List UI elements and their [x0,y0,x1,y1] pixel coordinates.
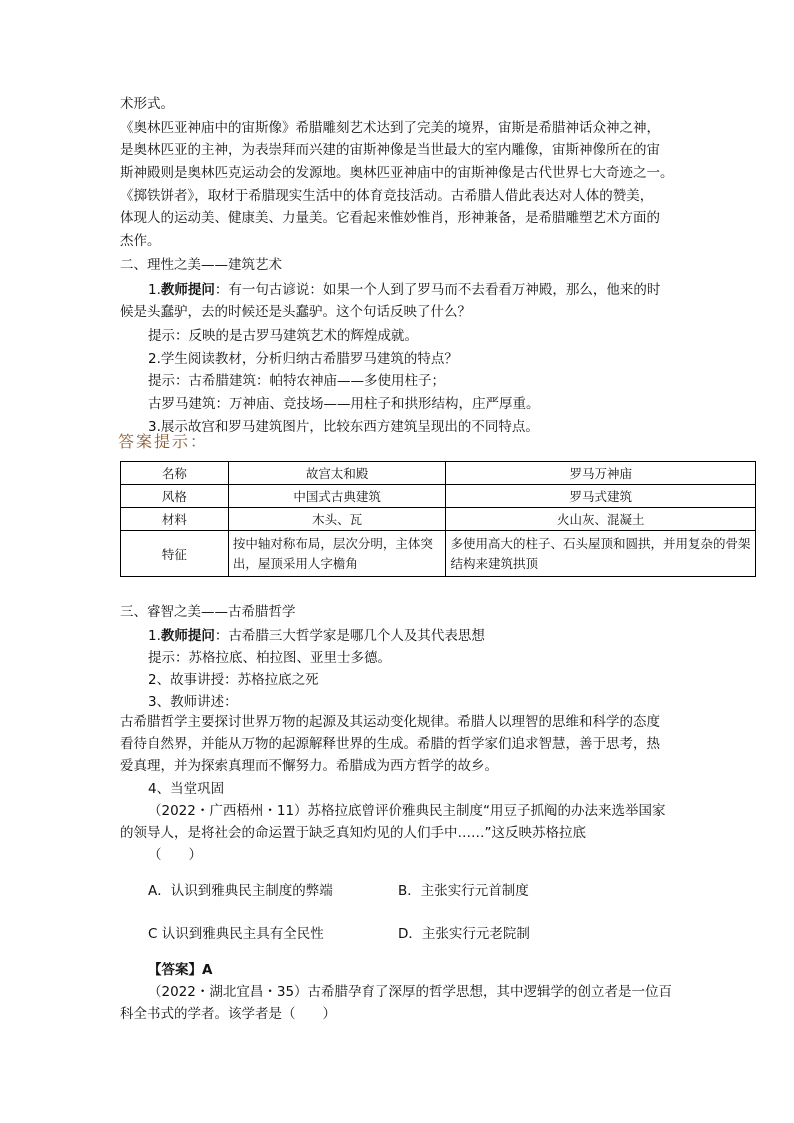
table-cell: 特征 [121,531,229,577]
table-row [121,531,756,577]
text-line: 杰作。 [120,233,161,249]
section-heading: 二、理性之美——建筑艺术 [120,257,282,273]
answer-value: A [202,962,213,978]
hint-line: 提示：古希腊建筑：帕特农神庙——多使用柱子； [148,373,445,389]
text-line: 《奥林匹亚神庙中的宙斯像》希腊雕刻艺术达到了完美的境界，宙斯是希腊神话众神之神， [120,120,660,136]
question-number: 1. [148,282,161,298]
option-d: D．主张实行元老院制 [398,926,530,942]
hint-line: 提示：苏格拉底、柏拉图、亚里士多德。 [148,650,391,666]
table-cell: 中国式古典建筑 [228,485,446,508]
hint-line: 提示：反映的是古罗马建筑艺术的辉煌成就。 [148,328,418,344]
teacher-question [148,626,485,646]
answer-line [148,960,212,980]
table-cell: 多使用高大的柱子、石头屋顶和圆拱，并用复杂的骨架结构来建筑拱顶 [446,531,756,577]
text-line: 4、当堂巩固 [148,781,225,797]
text-line: 爱真理，并为探索真理而不懈努力。希腊成为西方哲学的故乡。 [120,758,498,774]
teacher-question [148,280,660,300]
question-label: 教师提问 [160,282,215,298]
text-line: 3.展示故宫和罗马建筑图片，比较东西方建筑呈现出的不同特点。 [148,419,539,435]
table-cell: 风格 [121,485,229,508]
text-line: 《掷铁饼者》，取材于希腊现实生活中的体育竞技活动。古希腊人借此表达对人体的赞美， [120,188,654,204]
table-cell: 名称 [121,462,229,485]
answer-blank: （ ） [148,847,202,863]
option-c: C 认识到雅典民主具有全民性 [148,926,324,942]
table-cell: 故宫太和殿 [228,462,446,485]
table-cell: 罗马式建筑 [446,485,756,508]
table-row [121,462,756,485]
comparison-table [120,461,756,577]
question-text: ：古希腊三大哲学家是哪几个人及其代表思想 [214,628,485,644]
text-line: 3、教师讲述： [148,694,238,710]
text-line: 古罗马建筑：万神庙、竞技场——用柱子和拱形结构，庄严厚重。 [148,396,540,412]
option-a: A．认识到雅典民主制度的弊端 [148,883,333,899]
question-line: （2022・湖北宜昌・35）古希腊孕育了深厚的哲学思想，其中逻辑学的创立者是一位百 [148,984,673,1000]
table-cell: 材料 [121,508,229,531]
text-line: 古希腊哲学主要探讨世界万物的起源及其运动变化规律。希腊人以理智的思维和科学的态度 [120,714,660,730]
question-line: 科全书式的学者。该学者是（ ） [120,1006,336,1022]
section-heading: 三、睿智之美——古希腊哲学 [120,604,296,620]
text-line: 2.学生阅读教材，分析归纳古希腊罗马建筑的特点？ [148,351,458,367]
text-line: 是奥林匹亚的主神，为表崇拜而兴建的宙斯神像是当世最大的室内雕像，宙斯神像所在的宙 [120,142,660,158]
text-line: 候是头蠢驴，去的时候还是头蠢驴。这个句话反映了什么？ [120,304,471,320]
table-cell: 火山灰、混凝土 [446,508,756,531]
question-number: 1. [148,628,161,644]
question-label: 教师提问 [160,628,215,644]
table-row [121,508,756,531]
answer-label: 【答案】 [148,962,202,978]
table-cell: 罗马万神庙 [446,462,756,485]
text-line: 术形式。 [120,96,174,112]
text-line: 2、故事讲授：苏格拉底之死 [148,672,319,688]
question-text: ：有一句古谚说：如果一个人到了罗马而不去看看万神殿，那么，他来的时 [214,282,661,298]
table-cell: 木头、瓦 [228,508,446,531]
answer-heading: 答案提示： [118,432,209,451]
text-line: 斯神殿则是奥林匹克运动会的发源地。奥林匹亚神庙中的宙斯神像是古代世界七大奇迹之一。 [120,165,674,181]
question-line: 的领导人，是将社会的命运置于缺乏真知灼见的人们手中……”这反映苏格拉底 [120,825,586,841]
table-row [121,485,756,508]
option-b: B．主张实行元首制度 [398,883,529,899]
text-line: 体现人的运动美、健康美、力量美。它看起来惟妙惟肖，形神兼备，是希腊雕塑艺术方面的 [120,210,660,226]
table-cell: 按中轴对称布局，层次分明，主体突出，屋顶采用人字檐角 [228,531,446,577]
text-line: 看待自然界，并能从万物的起源解释世界的生成。希腊的哲学家们追求智慧，善于思考，热 [120,736,660,752]
question-line: （2022・广西梧州・11）苏格拉底曾评价雅典民主制度“用豆子抓阄的办法来选举国家 [148,803,666,819]
